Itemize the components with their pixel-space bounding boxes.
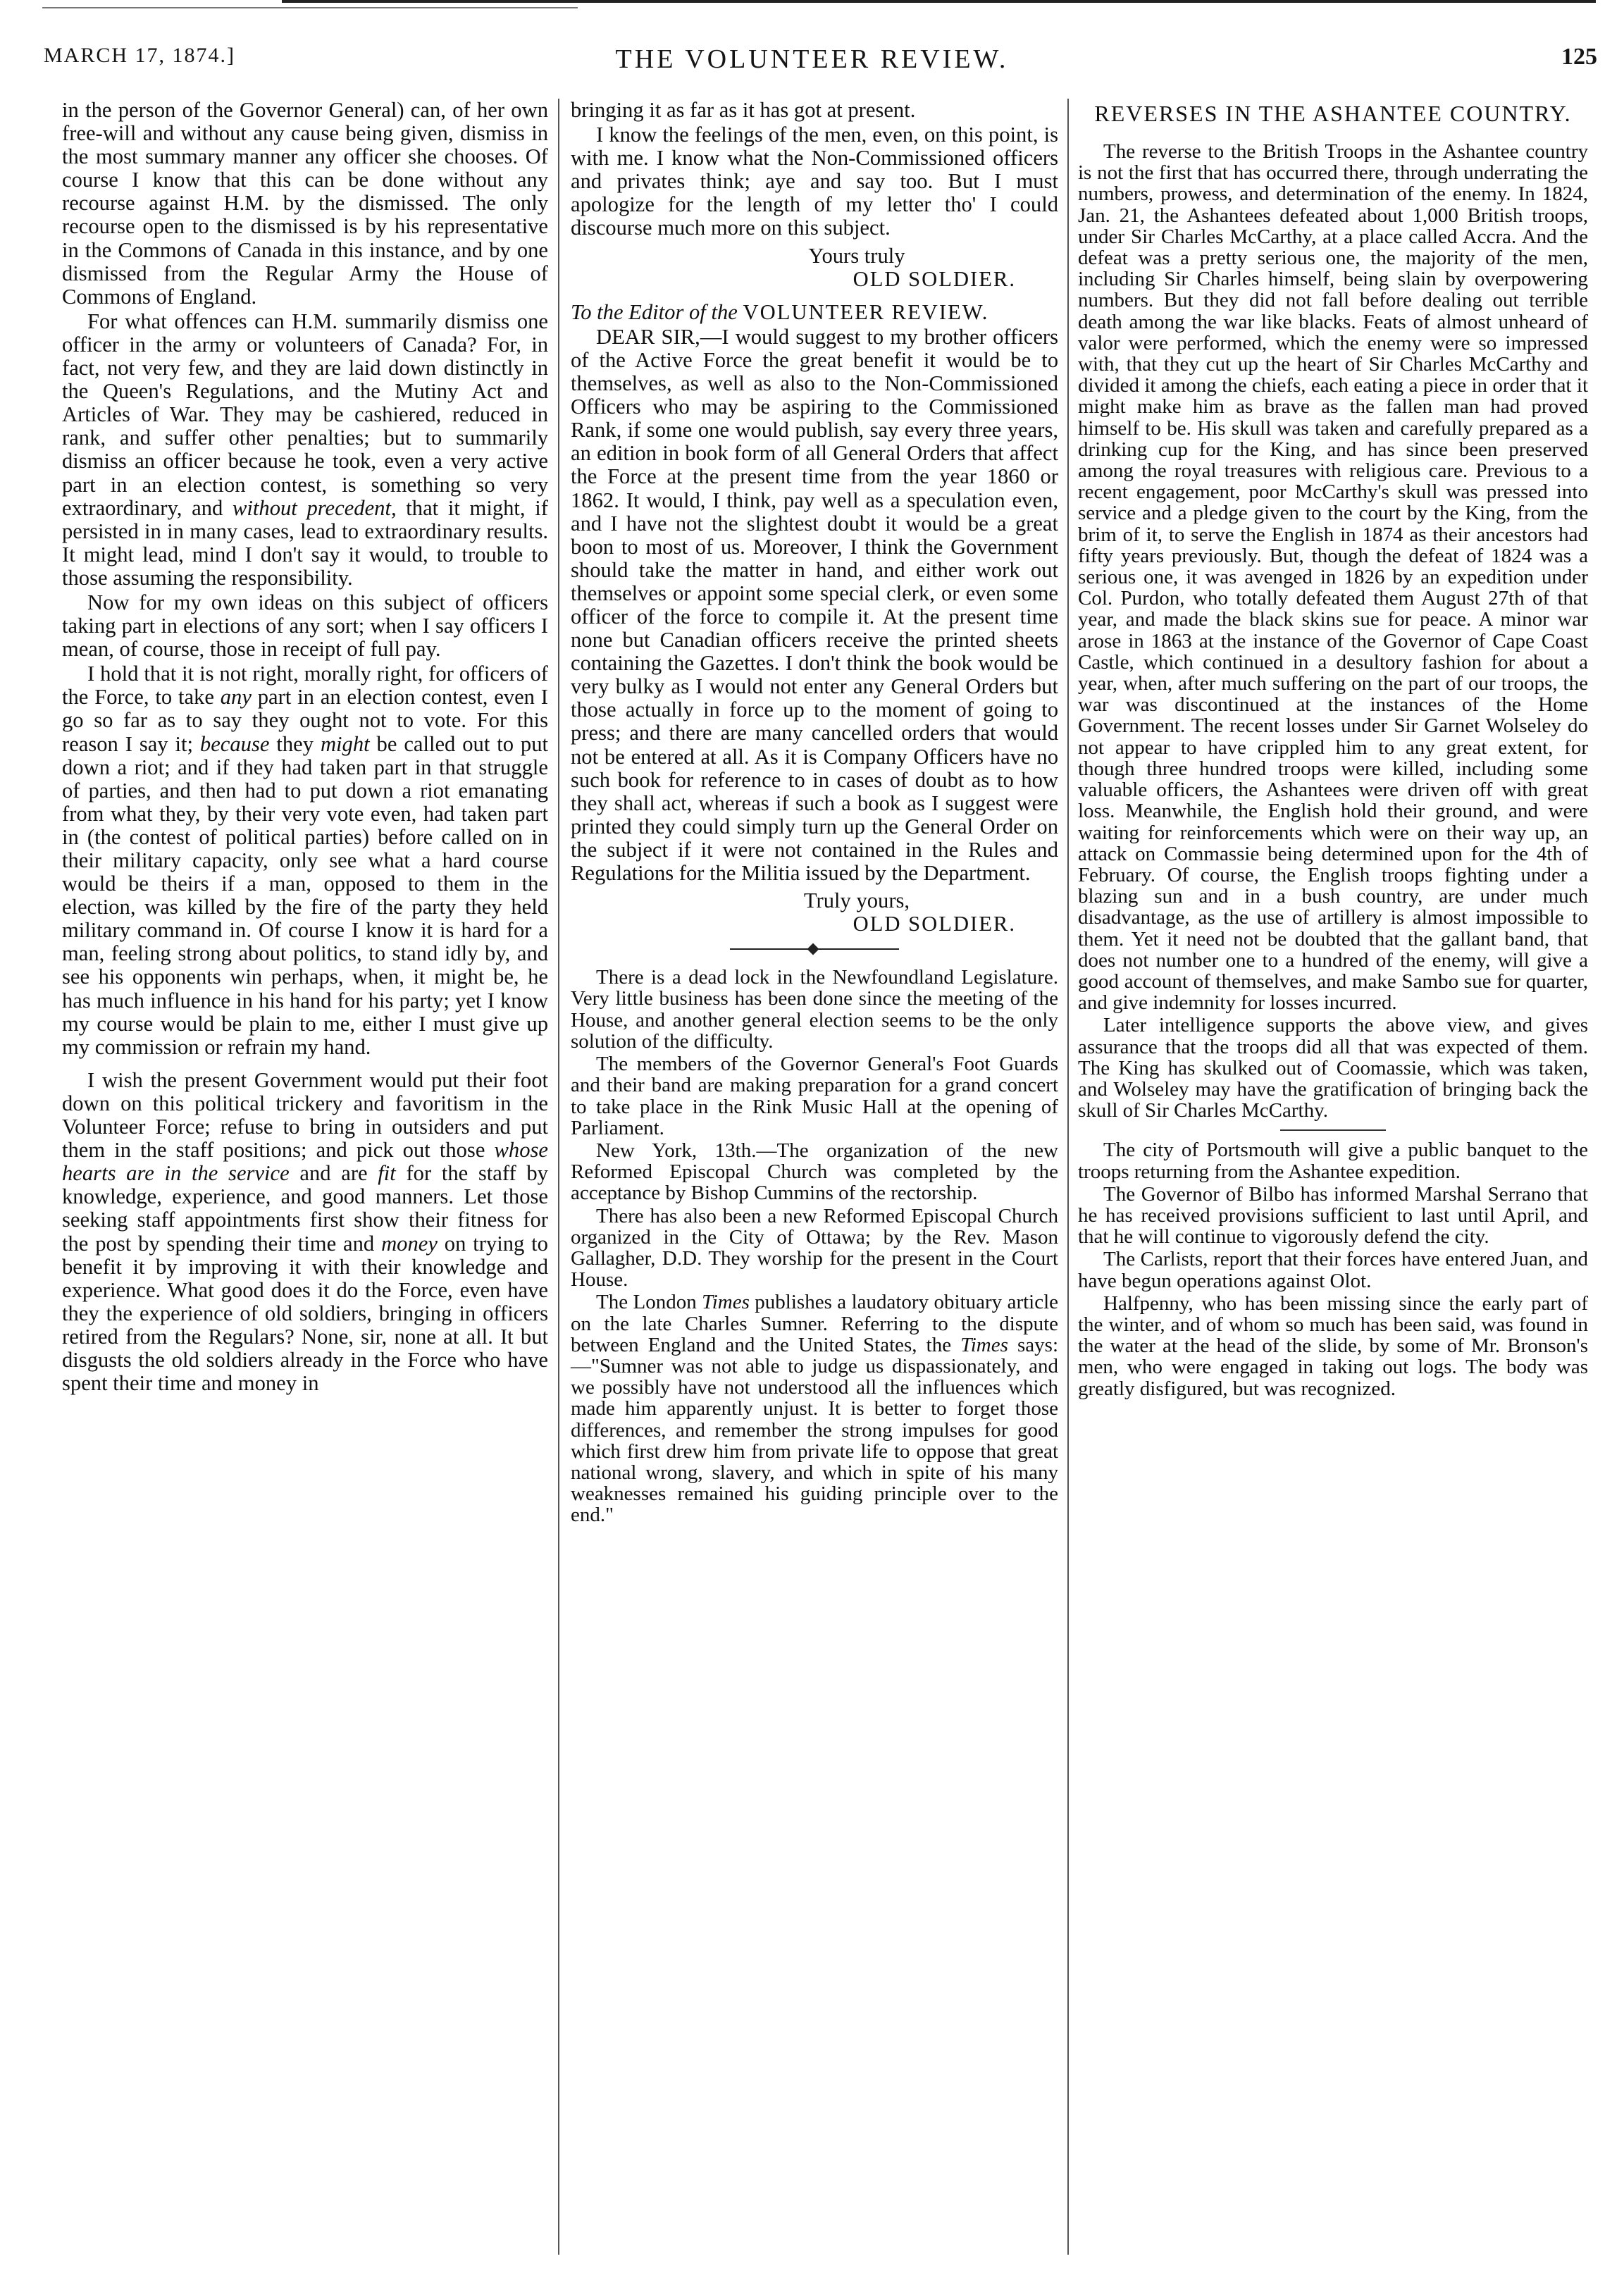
text: The London <box>596 1291 697 1314</box>
paragraph: bringing it as far as it has got at present. <box>571 98 916 122</box>
text: To the Editor of the <box>571 299 738 324</box>
paragraph: There is a dead lock in the Newfoundland Legislature. Very little business has been done since the meeting of the House, and another general election seems to be the only solution of the difficulty. <box>571 966 1058 1053</box>
text: says:—"Sumner was not able to judge us dispassionately, and we possibly have not understood all the influences which made him apparently unjust. It is better to forget those differences, and remember the strong impulses for good which first drew him from private life to oppose that great national wrong, slavery, and which in spite of his many weaknesses remained his guiding principle over to the end." <box>571 1333 1058 1527</box>
text: that it might, if persisted in in many cases, lead to extraordinary results. It might lead, mind I don't say it would, to trouble to those assuming the responsibility. <box>62 495 548 590</box>
text: VOLUNTEER REVIEW. <box>743 299 989 324</box>
separator-rule <box>1280 1129 1386 1131</box>
emphasis: Times <box>960 1333 1008 1356</box>
text: be called out to put down a riot; and if they had taken part in that struggle of parties, and then had to put down a riot emanating from what they, by their very vote even, had taken part in (the contest of political parties) before called on in their military capacity, only see what a hard course would be theirs if a man, opposed to them in the election, was killed by the fire of the party they held military command in. Of course I know it is hard for a man, feeling strong about politics, to stand idly by, and see his opponents win perhaps, when, it might be, he has much influence in his hand for his party; yet I know my course would be plain to me, either I must give up my commission or refrain my hand. <box>62 731 549 1059</box>
signature: OLD SOLDIER. <box>853 266 1016 291</box>
page-header <box>0 0 1624 92</box>
text: they <box>276 731 314 756</box>
column-2 <box>571 99 1058 1526</box>
publication-title: THE VOLUNTEER REVIEW. <box>615 44 1009 74</box>
paragraph: Halfpenny, who has been missing since the early part of the winter, and of whom so much has been said, was found in the water at the head of the slide, by some of Mr. Bronson's men, who were engaged in taking out logs. The body was greatly disfigured, but was recognized. <box>1078 1292 1588 1400</box>
opening: DEAR SIR, <box>596 324 700 349</box>
column-rule-right <box>1067 99 1069 2255</box>
text: publishes a laudatory obituary article on the late Charles Sumner. Referring to the dispute between England and the United States, the <box>571 1291 1059 1356</box>
paragraph: Later intelligence supports the above view, and gives assurance that the troops did all that was expected of them. The King has skulked out of Coomassie, which was taken, and Wolseley may have the gratification of bringing back the skull of Sir Charles McCarthy. <box>1078 1014 1588 1122</box>
header-rule-thin <box>42 7 578 8</box>
text: for the staff by knowledge, experience, and good manners. Let those seeking staff appointments first show their fitness for the post by spending their time and <box>62 1161 548 1256</box>
news-items <box>571 967 1058 1525</box>
paragraph: The Governor of Bilbo has informed Marshal Serrano that he has received provisions sufficient to last until April, and that he will continue to vigorously defend the city. <box>1078 1182 1588 1249</box>
emphasis: any <box>220 685 252 710</box>
paragraph: The city of Portsmouth will give a public banquet to the troops returning from the Ashantee expedition. <box>1078 1139 1588 1183</box>
issue-date: MARCH 17, 1874.] <box>44 44 236 67</box>
text: on trying to benefit it by improving it with their knowledge and experience. What good does it do the Force, even have they the experience of old soldiers, bringing in officers retired from the Regulars? None, sir, none at all. It but disgusts the old soldiers already in the Force who have spent their time and money in <box>62 1231 548 1396</box>
paragraph: The members of the Governor General's Foot Guards and their band are making preparation for a grand concert to take place in the Rink Music Hall at the opening of Parliament. <box>571 1053 1058 1139</box>
paragraph <box>571 326 1058 885</box>
emphasis: fit <box>378 1161 396 1186</box>
paragraph: Now for my own ideas on this subject of officers taking part in elections of any sort; when I say officers I mean, of course, those in receipt of full pay. <box>62 590 548 662</box>
paragraph: The reverse to the British Troops in the Ashantee country is not the first that has occurred there, through underrating the numbers, prowess, and determination of the enemy. In 1824, Jan. 21, the Ashantees defeated about 1,000 British troops, under Sir Charles McCarthy, at a place called Accra. And the defeat was a pretty serious one, the majority of the men, including Sir Charles himself, being slain by overpowering numbers. But they did not fall before dealing out terrible death among the war like blacks. Feats of almost unheard of valor were performed, which the enemy were so impressed with, that they cut up the heart of Sir Charles McCarthy and divided it among the chiefs, each eating a piece in order that it might make him as brave as the fallen man had proved himself to be. His skull was taken and carefully prepared as a drinking cup for the King, and has since been preserved among the royal treasures with religious care. Previous to a recent engagement, poor McCarthy's skull was pressed into service and a pledge given to the court by the King, from the brim of it, to serve the English in 1874 as their ancestors had fifty years previously. But, though the defeat of 1824 was a serious one, it was avenged in 1826 by an expedition under Col. Purdon, who totally defeated them August 27th of that year, and made the black skins sue for peace. A minor war arose in 1863 at the instance of the Governor of Cape Coast Castle, which continued in a desultory fashion for about a year, when, after much suffering on the part of our troops, the war was discontinued at the instances of the Home Government. The recent losses under Sir Garnet Wolseley do not appear to have crippled him to any great extent, for though three hundred troops were killed, including some valuable officers, the Ashantees were driven off with great loss. Meanwhile, the English hold their ground, and were waiting for reinforcements which were on their way up, an attack on Commassie being determined upon for the 4th of February. Of course, the English troops fighting under a blazing sun and in a bush country, are under much disadvantage, as the use of artillery is almost impossible to them. Yet it need not be doubted that the gallant band, that does not number one to a hundred of the enemy, will give a good account of themselves, and make Sambo sue for quarter, and give indemnity for losses incurred. <box>1078 140 1588 1015</box>
emphasis: might <box>320 731 370 756</box>
text: I wish the present Government would put their foot down on this political trickery and favoritism in the Volunteer Force; refuse to bring in outsiders and put them in the staff positions; and pick out those <box>62 1067 548 1163</box>
text: part in an election contest, even I go so far as to say they ought not to vote. For this reason I say it; <box>62 685 548 756</box>
text: I hold that it is not right, morally right, for officers of the Force, to take <box>62 662 548 710</box>
emphasis: without precedent, <box>233 495 397 520</box>
paragraph: The Carlists, report that their forces have entered Juan, and have begun operations against Olot. <box>1078 1248 1588 1292</box>
paragraph <box>62 1069 548 1395</box>
column-3 <box>1078 99 1588 1399</box>
paragraph: in the person of the Governor General) can, of her own free-will and without any cause being given, dismiss in the most summary manner any officer she chooses. Of course I know that this can be done without any recourse against H.M. by the dismissed. The only recourse open to the dismissed is by his representative in the Commons of Canada in this instance, and by one dismissed from the Regular Army the House of Commons of England. <box>62 98 548 309</box>
emphasis: because <box>199 731 270 756</box>
text: and are <box>299 1161 368 1186</box>
text: For what offences can H.M. summarily dismiss one officer in the army or volunteers of Canada? For, in fact, not very few, and they are laid down distinctly in the Queen's Regulations, and the Mutiny Act and Articles of War. They may be cashiered, reduced in rank, and suffer other penalties; but to summarily dismiss an officer because he took, even a very active part in an election contest, is something so very extraordinary, and <box>62 309 548 520</box>
emphasis: Times <box>702 1291 750 1314</box>
paragraph: I know the feelings of the men, even, on this point, is with me. I know what the Non-Commissioned officers and privates think; aye and say too. But I must apologize for the length of my letter tho' I could discourse much more on this subject. <box>571 123 1058 240</box>
letter-closing <box>571 889 1058 936</box>
paragraph: There has also been a new Reformed Episcopal Church organized in the City of Ottawa; by the Rev. Mason Gallagher, D.D. They worship for the present in the Court House. <box>571 1204 1058 1292</box>
text: —I would suggest to my brother officers of the Active Force the great benefit it would be to themselves, as well as also to the Non-Commissioned Officers who may be aspiring to the Commissioned Rank, if some one would publish, say every three years, an edition in book form of all General Orders that affect the Force at the present time from the year 1860 or 1862. It would, I think, pay well as a speculation even, and I have not the slightest doubt it would be a great boon to most of us. Moreover, I think the Government should take the matter in hand, and either work out themselves or appoint some special clerk, or even some officer of the force to compile it. At the present time none but Canadian officers receive the printed sheets containing the Gazettes. I don't think the book would be very bulky as I would not enter any General Orders but those actually in force up to the moment of going to press; and there are many cancelled orders that would not be entered at all. As it is Company Officers have no such book for reference to in cases of doubt as to how they shall act, whereas if such a book as I suggest were printed they could simply turn up the General Order on the subject if it were not contained in the Rules and Regulations for the Militia issued by the Department. <box>571 324 1059 885</box>
paragraph <box>571 1292 1058 1525</box>
column-rule-left <box>558 99 559 2255</box>
column-1 <box>62 99 548 1395</box>
paragraph <box>62 310 548 590</box>
closing-text: Truly yours, <box>803 888 910 913</box>
emphasis: whose hearts are in the service <box>62 1138 548 1186</box>
signature: OLD SOLDIER. <box>853 912 1016 936</box>
letter-closing <box>571 244 1058 291</box>
emphasis: money <box>381 1231 438 1256</box>
paragraph <box>62 662 548 1059</box>
article-title: REVERSES IN THE ASHANTEE COUNTRY. <box>1094 101 1572 126</box>
section-divider <box>730 944 899 954</box>
page-number: 125 <box>1561 44 1597 70</box>
salutation <box>571 301 1058 324</box>
article-body <box>1078 141 1588 1399</box>
paragraph: New York, 13th.—The organization of the new Reformed Episcopal Church was completed by the acceptance by Bishop Cummins of the rectorship. <box>571 1139 1058 1205</box>
closing-text: Yours truly <box>808 243 905 268</box>
